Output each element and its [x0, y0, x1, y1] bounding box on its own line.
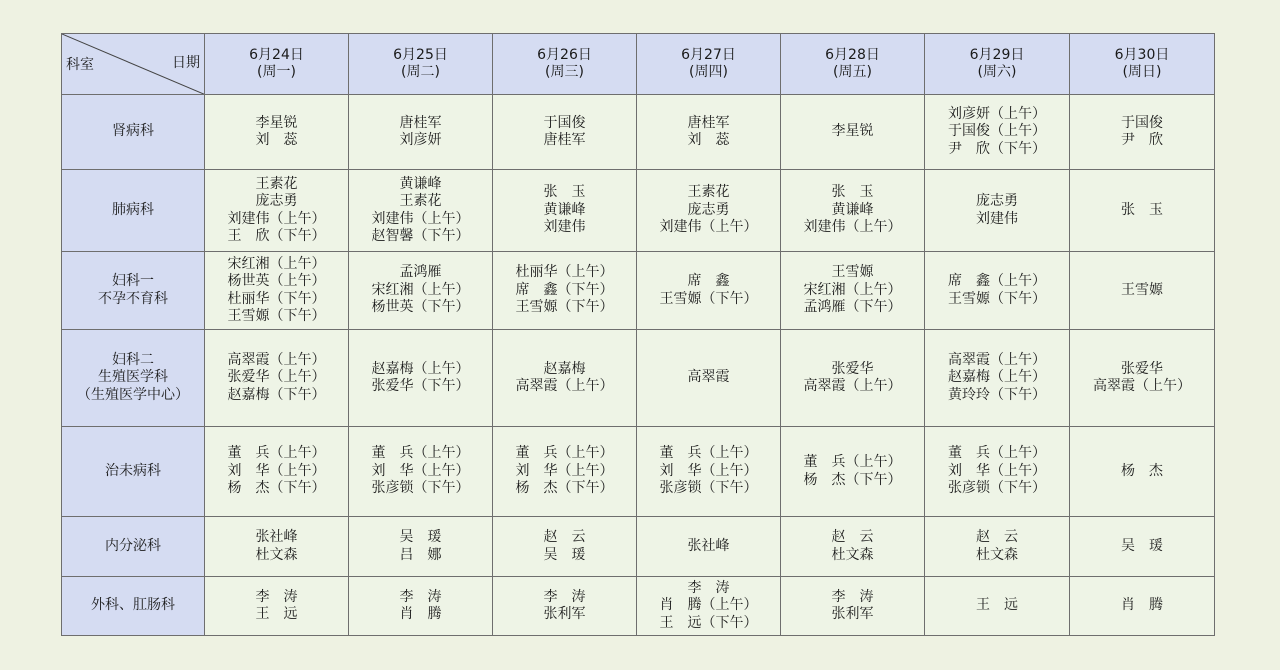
- date-header: [493, 34, 637, 95]
- doctor-entry: 刘建伟: [976, 210, 1018, 227]
- doctor-entry: 张 玉: [831, 184, 874, 201]
- dept-name-line: 治未病科: [105, 462, 161, 479]
- date-header: [925, 34, 1070, 95]
- schedule-cell: [925, 252, 1070, 330]
- schedule-cell: [205, 577, 349, 636]
- doctor-entry: 尹 欣: [1121, 132, 1163, 148]
- schedule-cell: [781, 252, 925, 330]
- doctor-entry: 王雪嫄（下午）: [227, 308, 326, 324]
- doctor-entry: 张社峰: [255, 529, 298, 545]
- doctor-entry: 赵智馨（下午）: [371, 228, 470, 244]
- schedule-cell: [781, 427, 925, 517]
- weekday-label: (周五): [833, 64, 872, 80]
- dept-name-line: 外科、肛肠科: [91, 597, 175, 614]
- schedule-cell: [925, 517, 1070, 577]
- doctor-entry: 高翠霞（上午）: [1093, 378, 1191, 394]
- date-label: 6月29日: [969, 46, 1025, 63]
- schedule-cell: [349, 170, 493, 252]
- table-row: [62, 170, 1215, 252]
- doctor-entry: 高翠霞: [687, 369, 730, 386]
- dept-name-line: 生殖医学科: [98, 369, 168, 386]
- dept-name: [62, 427, 205, 517]
- schedule-cell: [493, 427, 637, 517]
- schedule-cell: [349, 252, 493, 330]
- doctor-entry: 刘 蕊: [255, 132, 298, 148]
- schedule-cell: [637, 517, 781, 577]
- doctor-entry: 宋红湘（上午）: [803, 281, 902, 298]
- doctor-entry: 王 远: [255, 606, 298, 622]
- doctor-entry: 黄玲玲（下午）: [948, 386, 1046, 403]
- dept-name: [62, 170, 205, 252]
- doctor-entry: 王 远: [976, 597, 1018, 614]
- schedule-cell: [349, 517, 493, 577]
- table-row: [62, 252, 1215, 330]
- dept-name: [62, 95, 205, 170]
- doctor-entry: 刘 华（上午）: [371, 462, 470, 479]
- schedule-cell: [1070, 170, 1215, 252]
- doctor-entry: 高翠霞（上午）: [803, 378, 902, 394]
- doctor-entry: 于国俊（上午）: [948, 123, 1046, 140]
- table-row: [62, 577, 1215, 636]
- doctor-entry: 张爱华: [1121, 360, 1163, 377]
- doctor-entry: 董 兵（上午）: [515, 445, 614, 462]
- doctor-entry: 宋红湘（上午）: [371, 281, 470, 298]
- date-header: [781, 34, 925, 95]
- date-header: [1070, 34, 1215, 95]
- dept-name-line: 不孕不育科: [98, 290, 168, 307]
- doctor-entry: 李 涛: [543, 588, 586, 605]
- doctor-entry: 张利军: [831, 606, 874, 622]
- doctor-entry: 王雪嫄: [1121, 281, 1163, 298]
- schedule-cell: [1070, 330, 1215, 427]
- dept-name: [62, 517, 205, 577]
- doctor-entry: 唐桂军: [687, 114, 730, 131]
- doctor-entry: 杨世英（上午）: [227, 273, 326, 289]
- weekday-label: (周二): [401, 64, 440, 80]
- doctor-entry: 王 远（下午）: [659, 614, 758, 631]
- doctor-entry: 张 玉: [1121, 201, 1163, 218]
- schedule-cell: [493, 330, 637, 427]
- doctor-entry: 吴 瑗: [399, 529, 442, 545]
- doctor-entry: 王 欣（下午）: [227, 228, 326, 244]
- schedule-cell: [205, 517, 349, 577]
- schedule-cell: [925, 95, 1070, 170]
- doctor-entry: 董 兵（上午）: [371, 445, 470, 462]
- doctor-entry: 黄谦峰: [399, 175, 442, 192]
- schedule-cell: [925, 577, 1070, 636]
- doctor-entry: 黄谦峰: [543, 201, 586, 218]
- doctor-entry: 张爱华（上午）: [227, 369, 326, 386]
- doctor-entry: 庞志勇: [976, 193, 1018, 209]
- doctor-entry: 杨 杰（下午）: [227, 480, 326, 497]
- dept-name-line: 内分泌科: [105, 537, 161, 554]
- weekday-label: (周四): [689, 64, 728, 80]
- doctor-entry: 李星锐: [831, 123, 874, 140]
- doctor-entry: 刘建伟（上午）: [803, 219, 902, 236]
- schedule-cell: [925, 427, 1070, 517]
- doctor-entry: 唐桂军: [543, 132, 586, 148]
- doctor-entry: 刘 华（上午）: [659, 462, 758, 479]
- doctor-entry: 王雪嫄（下午）: [659, 290, 758, 307]
- doctor-entry: 杨 杰（下午）: [803, 471, 902, 488]
- doctor-entry: 王素花: [399, 193, 442, 209]
- schedule-cell: [205, 170, 349, 252]
- doctor-entry: 刘建伟（上午）: [659, 219, 758, 236]
- doctor-entry: 李星锐: [255, 114, 298, 131]
- date-label: 6月24日: [249, 46, 304, 63]
- date-label: 6月30日: [1114, 46, 1170, 63]
- doctor-entry: 庞志勇: [255, 193, 298, 209]
- schedule-cell: [637, 427, 781, 517]
- doctor-entry: 宋红湘（上午）: [227, 255, 326, 272]
- schedule-cell: [349, 427, 493, 517]
- doctor-entry: 李 涛: [687, 579, 730, 596]
- doctor-entry: 张爱华: [831, 360, 874, 377]
- doctor-entry: 张爱华（下午）: [371, 378, 470, 394]
- dept-name: [62, 330, 205, 427]
- dept-name-line: （生殖医学中心）: [77, 386, 189, 403]
- doctor-entry: 高翠霞（上午）: [515, 378, 614, 394]
- dept-name: [62, 577, 205, 636]
- schedule-cell: [637, 170, 781, 252]
- doctor-entry: 刘彦妍: [399, 132, 442, 148]
- doctor-entry: 席 鑫（下午）: [515, 281, 614, 298]
- doctor-entry: 李 涛: [399, 588, 442, 605]
- doctor-entry: 肖 腾: [399, 606, 442, 622]
- schedule-cell: [493, 170, 637, 252]
- schedule-cell: [781, 517, 925, 577]
- schedule-cell: [349, 577, 493, 636]
- schedule-cell: [925, 170, 1070, 252]
- doctor-entry: 张利军: [543, 606, 586, 622]
- dept-name-line: 肺病科: [112, 201, 154, 218]
- table-row: [62, 95, 1215, 170]
- schedule-cell: [205, 330, 349, 427]
- schedule-cell: [637, 95, 781, 170]
- doctor-entry: 王素花: [687, 184, 730, 201]
- doctor-entry: 王雪嫄（下午）: [948, 290, 1046, 307]
- doctor-entry: 唐桂军: [399, 114, 442, 131]
- doctor-entry: 杜文森: [976, 546, 1018, 563]
- doctor-entry: 李 涛: [255, 588, 298, 605]
- weekday-label: (周六): [977, 64, 1017, 80]
- doctor-entry: 于国俊: [1121, 114, 1163, 131]
- schedule-cell: [493, 95, 637, 170]
- schedule-cell: [781, 577, 925, 636]
- doctor-entry: 王雪嫄（下午）: [515, 299, 614, 316]
- doctor-entry: 杨 杰: [1121, 462, 1163, 479]
- doctor-entry: 刘建伟（上午）: [371, 210, 470, 227]
- schedule-cell: [349, 330, 493, 427]
- doctor-entry: 孟鸿雁（下午）: [803, 299, 902, 316]
- date-header: [637, 34, 781, 95]
- dept-name: [62, 252, 205, 330]
- doctor-entry: 黄谦峰: [831, 201, 874, 218]
- doctor-entry: 张彦锁（下午）: [659, 480, 758, 497]
- doctor-entry: 张社峰: [687, 537, 730, 554]
- doctor-entry: 刘 华（上午）: [948, 462, 1046, 479]
- schedule-cell: [205, 95, 349, 170]
- date-header: [349, 34, 493, 95]
- schedule-cell: [1070, 252, 1215, 330]
- doctor-entry: 杜文森: [255, 546, 298, 563]
- date-label: 6月26日: [537, 46, 592, 63]
- schedule-cell: [637, 330, 781, 427]
- doctor-entry: 赵嘉梅（上午）: [948, 369, 1046, 386]
- doctor-entry: 王雪嫄: [831, 264, 874, 281]
- dept-name-line: 妇科一: [112, 273, 154, 289]
- doctor-entry: 刘彦妍（上午）: [948, 105, 1046, 122]
- doctor-entry: 孟鸿雁: [399, 264, 442, 281]
- date-label: 6月28日: [825, 46, 880, 63]
- doctor-entry: 席 鑫（上午）: [948, 273, 1046, 289]
- dept-name-line: 肾病科: [112, 123, 154, 140]
- schedule-table: [61, 33, 1215, 636]
- header-row: [62, 34, 1215, 95]
- doctor-entry: 张彦锁（下午）: [371, 480, 470, 497]
- weekday-label: (周三): [545, 64, 584, 80]
- dept-name-line: 妇科二: [112, 351, 154, 368]
- table-row: [62, 427, 1215, 517]
- schedule-cell: [1070, 95, 1215, 170]
- schedule-cell: [925, 330, 1070, 427]
- doctor-entry: 肖 腾（上午）: [659, 597, 758, 614]
- corner-header: [62, 34, 205, 95]
- doctor-entry: 赵 云: [976, 529, 1018, 545]
- weekday-label: (周日): [1122, 64, 1162, 80]
- doctor-entry: 于国俊: [543, 114, 586, 131]
- doctor-entry: 肖 腾: [1121, 597, 1163, 614]
- doctor-entry: 董 兵（上午）: [948, 445, 1046, 462]
- doctor-entry: 杨 杰（下午）: [515, 480, 614, 497]
- doctor-entry: 吕 娜: [399, 546, 442, 563]
- doctor-entry: 杜文森: [831, 546, 874, 563]
- doctor-entry: 刘建伟（上午）: [227, 210, 326, 227]
- schedule-cell: [493, 577, 637, 636]
- date-axis-label: 日期: [172, 55, 200, 71]
- doctor-entry: 吴 瑗: [543, 546, 586, 563]
- date-label: 6月27日: [681, 46, 736, 63]
- doctor-entry: 杜丽华（下午）: [227, 290, 326, 307]
- doctor-entry: 董 兵（上午）: [659, 445, 758, 462]
- doctor-entry: 赵 云: [831, 529, 874, 545]
- schedule-cell: [493, 517, 637, 577]
- doctor-entry: 张彦锁（下午）: [948, 480, 1046, 497]
- weekday-label: (周一): [257, 64, 296, 80]
- table-row: [62, 517, 1215, 577]
- schedule-cell: [637, 252, 781, 330]
- date-label: 6月25日: [393, 46, 448, 63]
- doctor-entry: 董 兵（上午）: [227, 445, 326, 462]
- doctor-entry: 赵嘉梅: [543, 360, 586, 377]
- schedule-cell: [781, 95, 925, 170]
- schedule-cell: [1070, 427, 1215, 517]
- doctor-entry: 刘 华（上午）: [227, 462, 326, 479]
- doctor-entry: 王素花: [255, 175, 298, 192]
- table-row: [62, 330, 1215, 427]
- schedule-cell: [205, 252, 349, 330]
- doctor-entry: 席 鑫: [687, 273, 730, 289]
- schedule-cell: [1070, 517, 1215, 577]
- schedule-cell: [1070, 577, 1215, 636]
- schedule-cell: [781, 170, 925, 252]
- doctor-entry: 赵 云: [543, 529, 586, 545]
- doctor-entry: 张 玉: [543, 184, 586, 201]
- doctor-entry: 赵嘉梅（上午）: [371, 360, 470, 377]
- doctor-entry: 赵嘉梅（下午）: [227, 386, 326, 403]
- doctor-entry: 刘建伟: [543, 219, 586, 236]
- doctor-entry: 高翠霞（上午）: [948, 351, 1046, 368]
- doctor-entry: 李 涛: [831, 588, 874, 605]
- dept-axis-label: 科室: [66, 56, 94, 73]
- schedule-cell: [205, 427, 349, 517]
- doctor-entry: 庞志勇: [687, 201, 730, 218]
- doctor-entry: 杜丽华（上午）: [515, 264, 614, 281]
- schedule-cell: [493, 252, 637, 330]
- doctor-entry: 杨世英（下午）: [371, 299, 470, 316]
- doctor-entry: 尹 欣（下午）: [948, 140, 1046, 157]
- schedule-cell: [781, 330, 925, 427]
- table-body: [62, 95, 1215, 636]
- schedule-cell: [349, 95, 493, 170]
- doctor-entry: 董 兵（上午）: [803, 454, 902, 470]
- schedule-cell: [637, 577, 781, 636]
- doctor-entry: 刘 华（上午）: [515, 462, 614, 479]
- doctor-entry: 吴 瑗: [1121, 537, 1163, 554]
- doctor-entry: 刘 蕊: [687, 132, 730, 148]
- date-header: [205, 34, 349, 95]
- doctor-entry: 高翠霞（上午）: [227, 351, 326, 368]
